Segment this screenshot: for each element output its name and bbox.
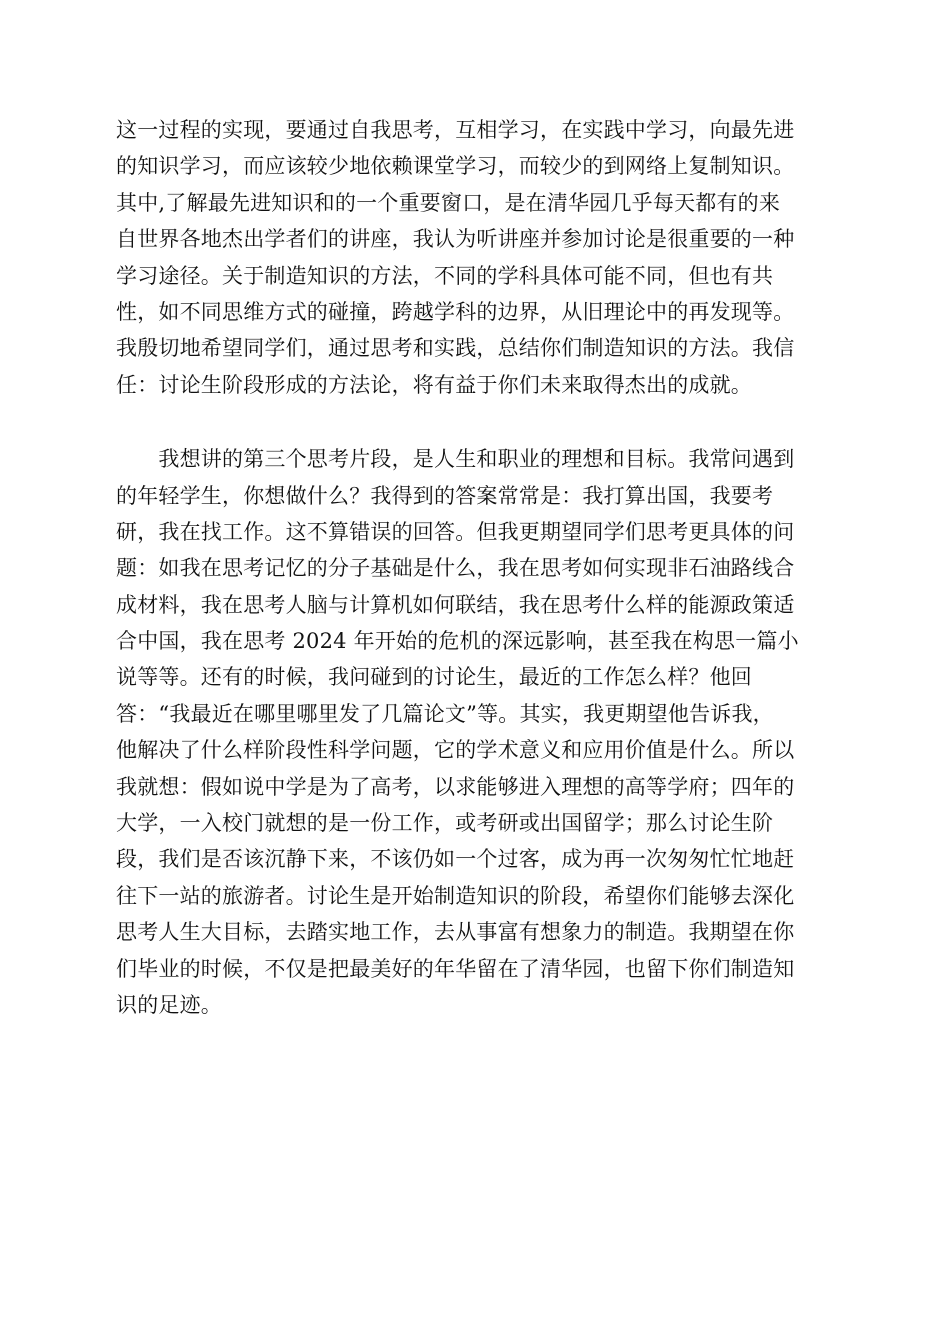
text-line: 我殷切地希望同学们，通过思考和实践，总结你们制造知识的方法。我信 [116,336,795,361]
paragraph-goals [116,441,836,1023]
text-line: 们毕业的时候，不仅是把最美好的年华留在了清华园，也留下你们制造知 [116,956,795,981]
body-text [116,112,836,1023]
text-line: 其中,了解最先进知识和的一个重要窗口，是在清华园几乎每天都有的来 [116,190,781,215]
text-line: 识的足迹。 [116,992,222,1017]
text-line: 答：“我最近在哪里哪里发了几篇论文”等。其实，我更期望他告诉我， [116,701,774,726]
text-line: 合中国，我在思考 2024 年开始的危机的深远影响，甚至我在构思一篇小 [116,629,799,654]
text-line: 成材料，我在思考人脑与计算机如何联结，我在思考什么样的能源政策适 [116,592,795,617]
text-line: 研，我在找工作。这不算错误的回答。但我更期望同学们思考更具体的问 [116,519,795,544]
text-line: 自世界各地杰出学者们的讲座，我认为听讲座并参加讨论是很重要的一种 [116,227,795,252]
text-line: 段，我们是否该沉静下来，不该仍如一个过客，成为再一次匆匆忙忙地赶 [116,847,795,872]
text-line: 学习途径。关于制造知识的方法，不同的学科具体可能不同，但也有共 [116,263,774,288]
text-line: 他解决了什么样阶段性科学问题，它的学术意义和应用价值是什么。所以 [116,738,795,763]
paragraph-methods [116,112,836,403]
text-line: 我就想：假如说中学是为了高考，以求能够进入理想的高等学府；四年的 [116,774,795,799]
text-line: 的年轻学生，你想做什么？我得到的答案常常是：我打算出国，我要考 [116,483,774,508]
text-line: 我想讲的第三个思考片段，是人生和职业的理想和目标。我常问遇到 [116,447,795,472]
text-line: 往下一站的旅游者。讨论生是开始制造知识的阶段，希望你们能够去深化 [116,883,795,908]
text-line: 思考人生大目标，去踏实地工作，去从事富有想象力的制造。我期望在你 [116,920,795,945]
text-line: 大学，一入校门就想的是一份工作，或考研或出国留学；那么讨论生阶 [116,811,774,836]
text-line: 任：讨论生阶段形成的方法论，将有益于你们未来取得杰出的成就。 [116,372,752,397]
paragraph-gap [116,403,836,441]
text-line: 题：如我在思考记忆的分子基础是什么，我在思考如何实现非石油路线合 [116,556,795,581]
text-line: 的知识学习，而应该较少地依赖课堂学习，而较少的到网络上复制知识。 [116,154,795,179]
text-line: 性，如不同思维方式的碰撞，跨越学科的边界，从旧理论中的再发现等。 [116,299,795,324]
text-line: 这一过程的实现，要通过自我思考，互相学习，在实践中学习，向最先进 [116,118,795,142]
text-line: 说等等。还有的时候，我问碰到的讨论生，最近的工作怎么样？他回 [116,665,752,690]
